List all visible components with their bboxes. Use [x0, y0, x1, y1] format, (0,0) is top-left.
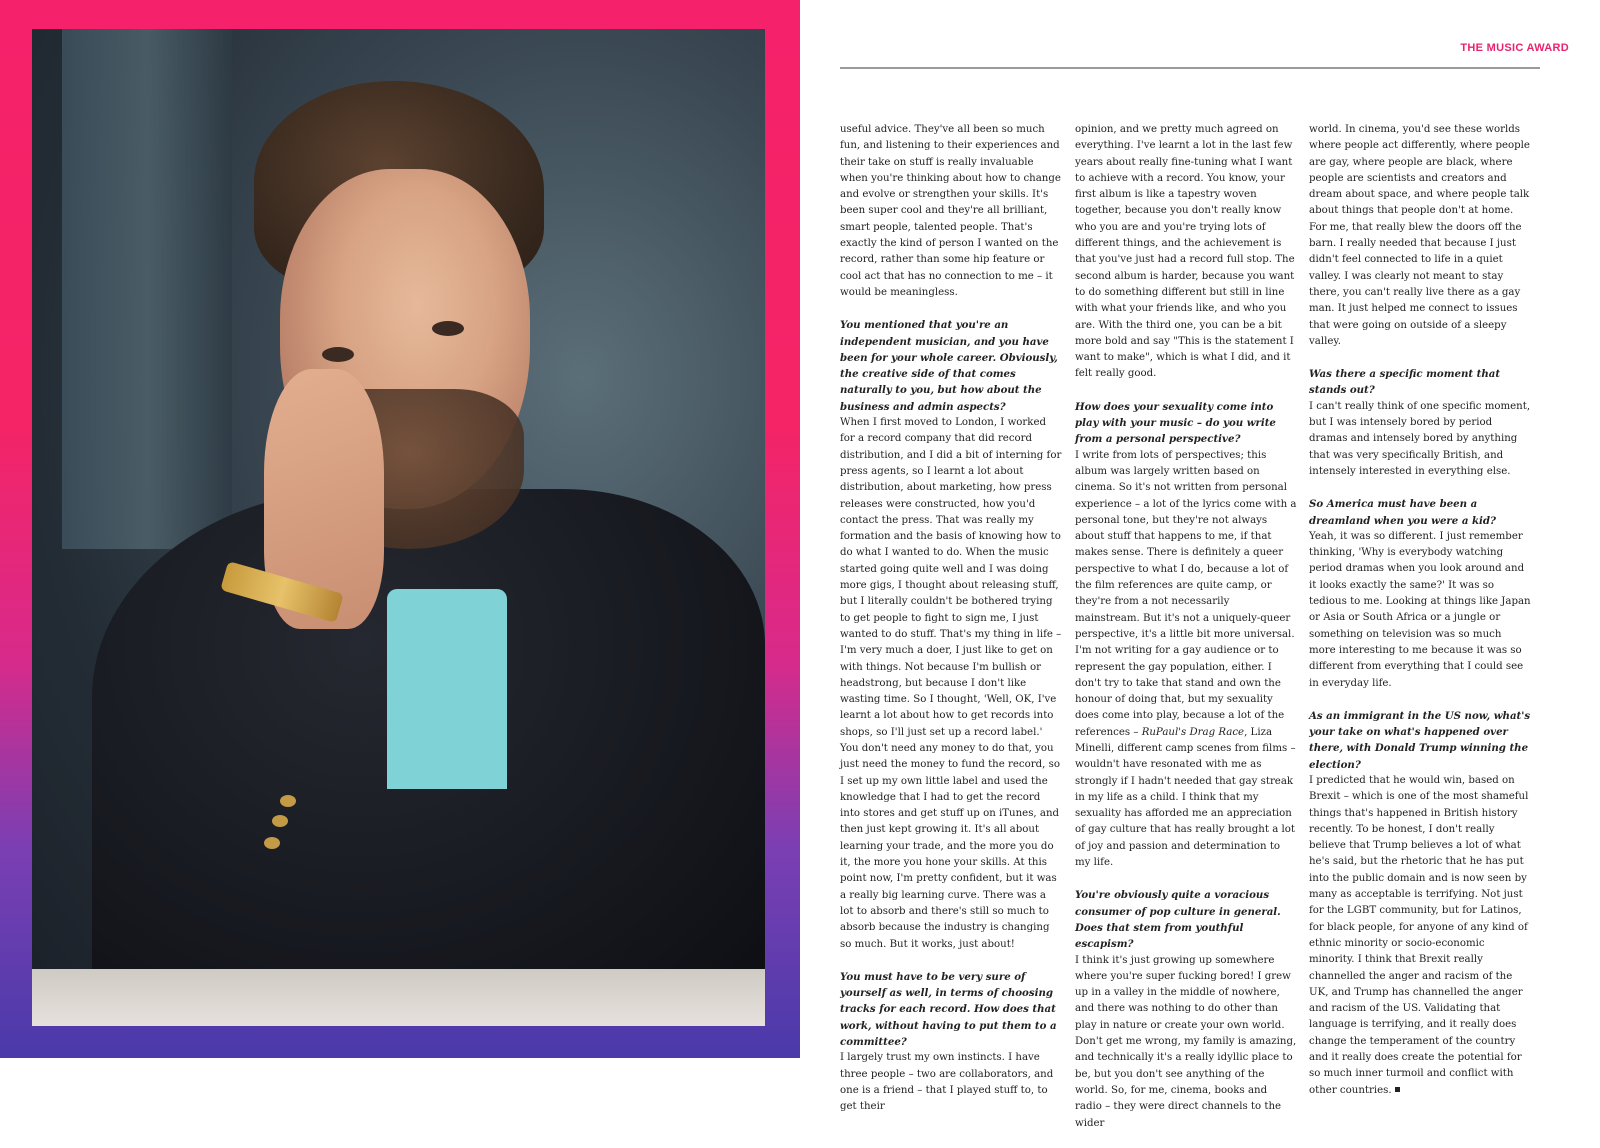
answer-text: , Liza Minelli, different camp scenes from films – wouldn't have resonated with me as strongly if I hadn't needed that gay streak in my life as a child. I think that my sexuality has afforded me an appreciation of gay culture that has really brought a lot of joy and passion and determination to my life.: [1075, 726, 1296, 869]
interview-question: How does your sexuality come into play with your music – do you write from a personal perspective?: [1075, 400, 1276, 446]
interview-question: You're obviously quite a voracious consumer of pop culture in general. Does that stem from youthful escapism?: [1075, 889, 1281, 951]
interview-answer: [1075, 448, 1297, 872]
paragraph: world. In cinema, you'd see these worlds where people act differently, where people are gay, where people are black, where people are scientists and creators and dream about space, and where people talk about things that people don't at home. For me, that really blew the doors off the barn. I really needed that because I just didn't feel connected to life in a quiet valley. I was clearly not meant to stay there, you can't really live there as a gay man. It just helped me connect to issues that were going on outside of a sleepy valley.: [1309, 124, 1530, 347]
photo-background-window: [62, 29, 232, 549]
answer-text: I predicted that he would win, based on Brexit – which is one of the most shameful things that's happened in British history recently. To be honest, I don't really believe that Trump believes a lot of what he's said, but the rhetoric that he has put into the public domain and is now seen by many as acceptable is terrifying. Not just for the LGBT community, but for Latinos, for black people, for anyone of any kind of ethnic minority or socio-economic minority. I think that Brexit really channelled the anger and racism of the UK, and Trump has channelled the anger and racism of the US. Validating that language is terrifying, and it really does change the temperament of the country and it really does create the potential for so much inner turmoil and conflict with other countries.: [1309, 774, 1529, 1096]
interview-question: So America must have been a dreamland when you were a kid?: [1309, 498, 1496, 527]
article-column-2: [1075, 122, 1297, 1148]
jacket-button: [272, 815, 288, 827]
photo-table: [32, 969, 765, 1026]
interview-answer: I can't really think of one specific moment, but I was intensely bored by period dramas and intensely bored by anything that was very specifically British, and intensely interested in everything else.: [1309, 400, 1531, 477]
photo-eye-right: [432, 321, 464, 336]
interview-answer: [1309, 773, 1531, 1099]
show-title: RuPaul's Drag Race: [1141, 726, 1245, 738]
interview-answer: I think it's just growing up somewhere where you're super fucking bored! I grew up in a valley in the middle of nowhere, and there was nothing to do other than play in nature or create your own world. Don't get me wrong, my family is amazing, and technically it's a really idyllic place to be, but you don't see anything of the world. So, for me, cinema, books and radio – they were direct channels to the wider: [1075, 954, 1297, 1129]
right-page: [800, 0, 1600, 1129]
interview-question: Was there a specific moment that stands out?: [1309, 368, 1501, 397]
jacket-button: [280, 795, 296, 807]
article-column-1: [840, 122, 1062, 1132]
interview-answer: I largely trust my own instincts. I have three people – two are collaborators, and one is a friend – that I played stuff to, to get their: [840, 1052, 1054, 1113]
header-rule: [840, 67, 1540, 69]
answer-text: I write from lots of perspectives; this album was largely written based on cinema. So it's not written from personal experience – a lot of the lyrics come with a personal tone, but they're not always about stuff that happens to me, if that makes sense. There is definitely a queer perspective to what I do, because a lot of the film references are quite camp, or they're from a not necessarily mainstream. But it's not a uniquely-queer perspective, it's a little bit more universal. I'm not writing for a gay audience or to represent the gay population, either. I don't try to take that stand and own the honour of doing that, but my sexuality does come into play, because a lot of the references –: [1075, 449, 1297, 738]
interview-question: As an immigrant in the US now, what's your take on what's happened over there, with Donald Trump winning the election?: [1309, 709, 1531, 771]
interview-question: You mentioned that you're an independent musician, and you have been for your whole career. Obviously, the creative side of that comes naturally to you, but how about the business and admin aspects?: [840, 319, 1058, 413]
jacket-button: [264, 837, 280, 849]
paragraph: opinion, and we pretty much agreed on everything. I've learnt a lot in the last few years about really fine-tuning what I want to achieve with a record. You know, your first album is like a tapestry woven together, because you don't really know who you are and you're trying lots of different things, and the achievement is that you've just had a record full stop. The second album is harder, because you want to do something different but still in line with what your friends like, and who you are. With the third one, you can be a bit more bold and say "This is the statement I want to make", which is what I did, and it felt really good.: [1075, 124, 1295, 380]
section-tag: THE MUSIC AWARD: [1460, 42, 1569, 54]
interview-answer: When I first moved to London, I worked for a record company that did record distribution, and I did a bit of interning for press agents, so I learnt a lot about distribution, about marketing, how press releases were constructed, how you'd contact the press. That was really my formation and the basis of knowing how to do what I wanted to do. When the music started going quite well and I was doing more gigs, I thought about releasing stuff, but I literally couldn't be bothered trying to get people to fight to sign me, I just wanted to do stuff. That's my thing in life – I'm very much a doer, I just like to get on with things. Not because I'm bullish or headstrong, but because I don't like wasting time. So I thought, 'Well, OK, I've learnt a lot about how to get records into shops, so I'll just set up a record label.' You don't need any money to do that, you just need the money to fund the record, so I set up my own little label and used the knowledge that I had to get the record into stores and get stuff up on iTunes, and then just kept growing it. It's all about learning your trade, and the more you do it, the more you hone your skills. At this point now, I'm pretty confident, but it was a really big learning curve. There was a lot to absorb and there's still so much to absorb because the industry is changing so much. But it works, just about!: [840, 417, 1062, 950]
interview-question: You must have to be very sure of yourself as well, in terms of choosing tracks for each record. How does that work, without having to put them to a committee?: [840, 970, 1057, 1049]
article-column-3: [1309, 122, 1531, 1115]
portrait-photo: [32, 29, 765, 1026]
left-page-background: [0, 0, 800, 1058]
paragraph: useful advice. They've all been so much fun, and listening to their experiences and their take on stuff is really invaluable when you're thinking about how to change and evolve or strengthen your skills. It's been super cool and they're all brilliant, smart people, talented people. That's exactly the kind of person I wanted on the record, rather than some hip feature or cool act that has no connection to me – it would be meaningless.: [840, 124, 1061, 298]
interview-answer: Yeah, it was so different. I just remember thinking, 'Why is everybody watching period dramas when you look around and it looks exactly the same?' It was so tedious to me. Looking at things like Japan or Asia or South Africa or a jungle or something on television was so much more interesting to me because it was so different from everything that I could see in everyday life.: [1309, 530, 1531, 689]
photo-tshirt: [387, 589, 507, 789]
end-mark-icon: [1395, 1087, 1400, 1092]
photo-eye-left: [322, 347, 354, 362]
